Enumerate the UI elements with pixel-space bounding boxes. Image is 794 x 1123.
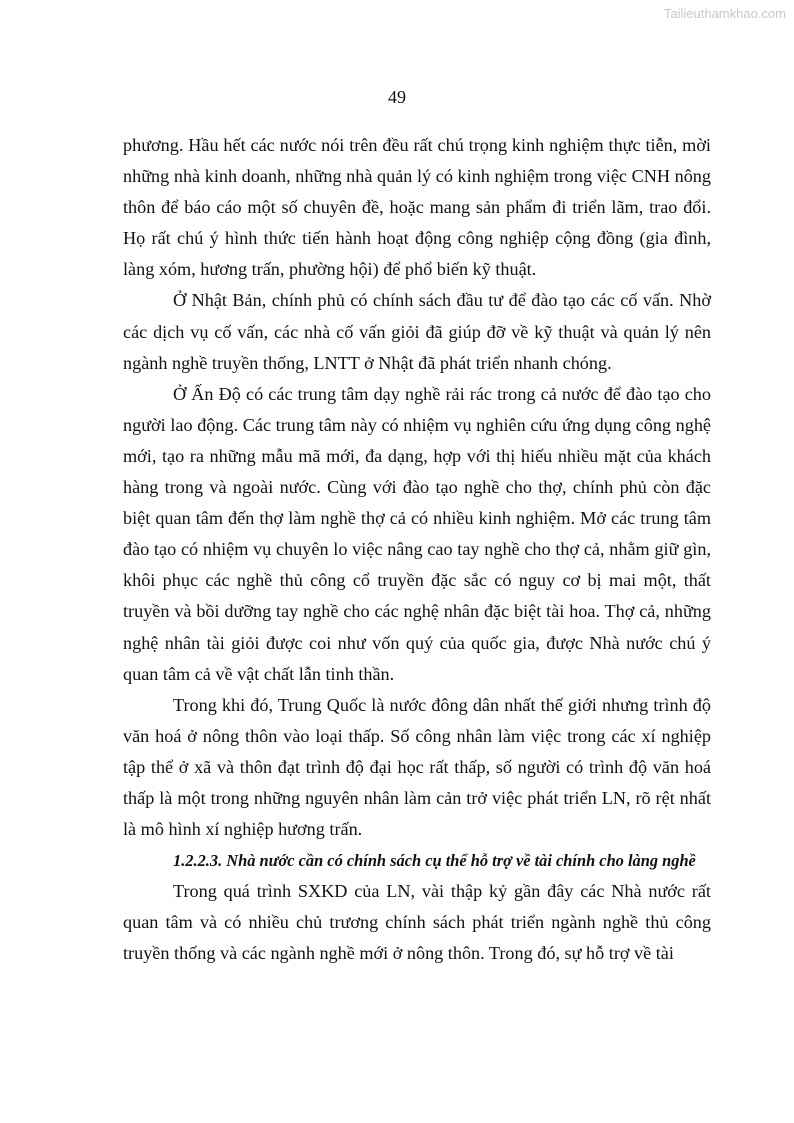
document-body — [123, 130, 711, 969]
paragraph-financial-support: Trong quá trình SXKD của LN, vài thập kỷ gần đây các Nhà nước rất quan tâm và có nhiều chủ trương chính sách phát triển ngành nghề thủ công truyền thống và các ngành nghề mới ở nông thôn. Trong đó, sự hỗ trợ về tài — [123, 881, 711, 964]
paragraph-japan: Ở Nhật Bản, chính phủ có chính sách đầu tư để đào tạo các cố vấn. Nhờ các dịch vụ cố vấn, các nhà cố vấn giỏi đã giúp đỡ về kỹ thuật và quản lý nên ngành nghề truyền thống, LNTT ở Nhật đã phát triển nhanh chóng. — [123, 290, 711, 373]
paragraph-continuation: phương. Hầu hết các nước nói trên đều rất chú trọng kinh nghiệm thực tiễn, mời những nhà kinh doanh, những nhà quản lý có kinh nghiệm trong việc CNH nông thôn để báo cáo một số chuyên đề, hoặc mang sản phẩm đi triển lãm, trao đổi. Họ rất chú ý hình thức tiến hành hoạt động công nghiệp cộng đồng (gia đình, làng xóm, hương trấn, phường hội) để phổ biến kỹ thuật. — [123, 135, 711, 280]
paragraph-china: Trong khi đó, Trung Quốc là nước đông dân nhất thế giới nhưng trình độ văn hoá ở nông thôn vào loại thấp. Số công nhân làm việc trong các xí nghiệp tập thể ở xã và thôn đạt trình độ đại học rất thấp, số người có trình độ văn hoá thấp là một trong những nguyên nhân làm cản trở việc phát triển LN, rõ rệt nhất là mô hình xí nghiệp hương trấn. — [123, 694, 711, 840]
page-number: 49 — [388, 87, 406, 107]
paragraph-india: Ở Ấn Độ có các trung tâm dạy nghề rải rác trong cả nước để đào tạo cho người lao động. Các trung tâm này có nhiệm vụ nghiên cứu ứng dụng công nghệ mới, tạo ra những mẫu mã mới, đa dạng, hợp với thị hiếu nhiều mặt của khách hàng trong và ngoài nước. Cùng với đào tạo nghề cho thợ, chính phủ còn đặc biệt quan tâm đến thợ làm nghề thợ cả có nhiều kinh nghiệm. Mở các trung tâm đào tạo có nhiệm vụ chuyên lo việc nâng cao tay nghề cho thợ cả, nhằm giữ gìn, khôi phục các nghề thủ công cổ truyền đặc sắc có nguy cơ bị mai một, thất truyền và bồi dưỡng tay nghề cho các nghệ nhân đặc biệt tài hoa. Thợ cả, những nghệ nhân tài giỏi được coi như vốn quý của quốc gia, được Nhà nước chú ý quan tâm cả về vật chất lẫn tinh thần. — [123, 383, 711, 684]
watermark: Tailieuthamkhao.com — [663, 6, 786, 21]
section-heading: 1.2.2.3. Nhà nước cần có chính sách cụ thể hỗ trợ về tài chính cho làng nghề — [173, 851, 696, 871]
